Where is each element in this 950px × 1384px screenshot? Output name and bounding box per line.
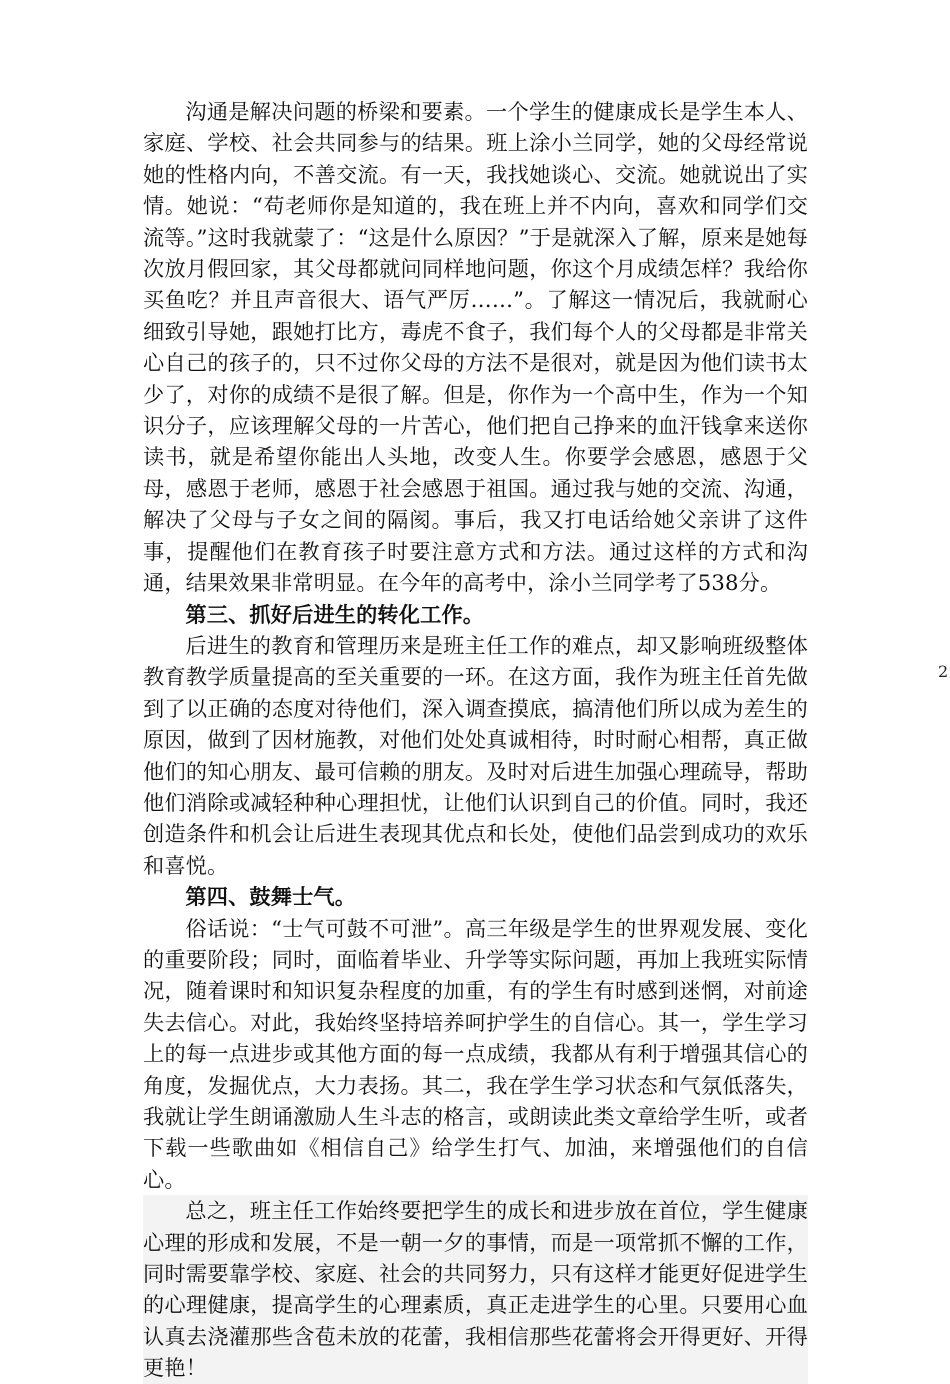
paragraph-conclusion: 总之，班主任工作始终要把学生的成长和进步放在首位，学生健康心理的形成和发展，不是一朝一夕的事情，而是一项常抓不懈的工作，同时需要靠学校、家庭、社会的共同努力，只有这样才能更好促进学生的心理健康，提高学生的心理素质，真正走进学生的心里。只要用心血认真去浇灌那些含苞未放的花蕾，我相信那些花蕾将会开得更好、开得更艳！ [143, 1195, 808, 1383]
page-number: 2 [938, 662, 949, 681]
heading-section-three: 第三、抓好后进生的转化工作。 [185, 601, 485, 627]
heading-section-four: 第四、鼓舞士气。 [185, 884, 357, 910]
paragraph-communication: 沟通是解决问题的桥梁和要素。一个学生的健康成长是学生本人、家庭、学校、社会共同参与的结果。班上涂小兰同学，她的父母经常说她的性格内向，不善交流。有一天，我找她谈心、交流。她就说出了实情。她说：“苟老师你是知道的，我在班上并不内向，喜欢和同学们交流等。”这时我就蒙了：“这是什么原因？”于是就深入了解，原来是她每次放月假回家，其父母都就问同样地问题，你这个月成绩怎样？我给你买鱼吃？并且声音很大、语气严厉……”。了解这一情况后，我就耐心细致引导她，跟她打比方，毒虎不食子，我们每个人的父母都是非常关心自己的孩子的，只不过你父母的方法不是很对，就是因为他们读书太少了，对你的成绩不是很了解。但是，你作为一个高中生，作为一个知识分子，应该理解父母的一片苦心，他们把自己挣来的血汗钱拿来送你读书，就是希望你能出人头地，改变人生。你要学会感恩，感恩于父母，感恩于老师，感恩于社会感恩于祖国。通过我与她的交流、沟通，解决了父母与子女之间的隔阂。事后，我又打电话给她父亲讲了这件事，提醒他们在教育孩子时要注意方式和方法。通过这样的方式和沟通，结果效果非常明显。在今年的高考中，涂小兰同学考了538分。 [143, 99, 808, 596]
paragraph-underachievers: 后进生的教育和管理历来是班主任工作的难点，却又影响班级整体教育教学质量提高的至关重要的一环。在这方面，我作为班主任首先做到了以正确的态度对待他们，深入调查摸底，搞清他们所以成为差生的原因，做到了因材施教，对他们处处真诚相待，时时耐心相帮，真正做他们的知心朋友、最可信赖的朋友。及时对后进生加强心理疏导，帮助他们消除或减轻种种心理担忧，让他们认识到自己的价值。同时，我还创造条件和机会让后进生表现其优点和长处，使他们品尝到成功的欢乐和喜悦。 [143, 632, 808, 878]
paragraph-morale: 俗话说：“士气可鼓不可泄”。高三年级是学生的世界观发展、变化的重要阶段；同时，面临着毕业、升学等实际问题，再加上我班实际情况，随着课时和知识复杂程度的加重，有的学生有时感到迷惘，对前途失去信心。对此，我始终坚持培养呵护学生的自信心。其一，学生学习上的每一点进步或其他方面的每一点成绩，我都从有利于增强其信心的角度，发掘优点，大力表扬。其二，我在学生学习状态和气氛低落失，我就让学生朗诵激励人生斗志的格言，或朗读此类文章给学生听，或者下载一些歌曲如《相信自己》给学生打气、加油，来增强他们的自信心。 [143, 915, 808, 1192]
document-page [143, 96, 808, 1384]
